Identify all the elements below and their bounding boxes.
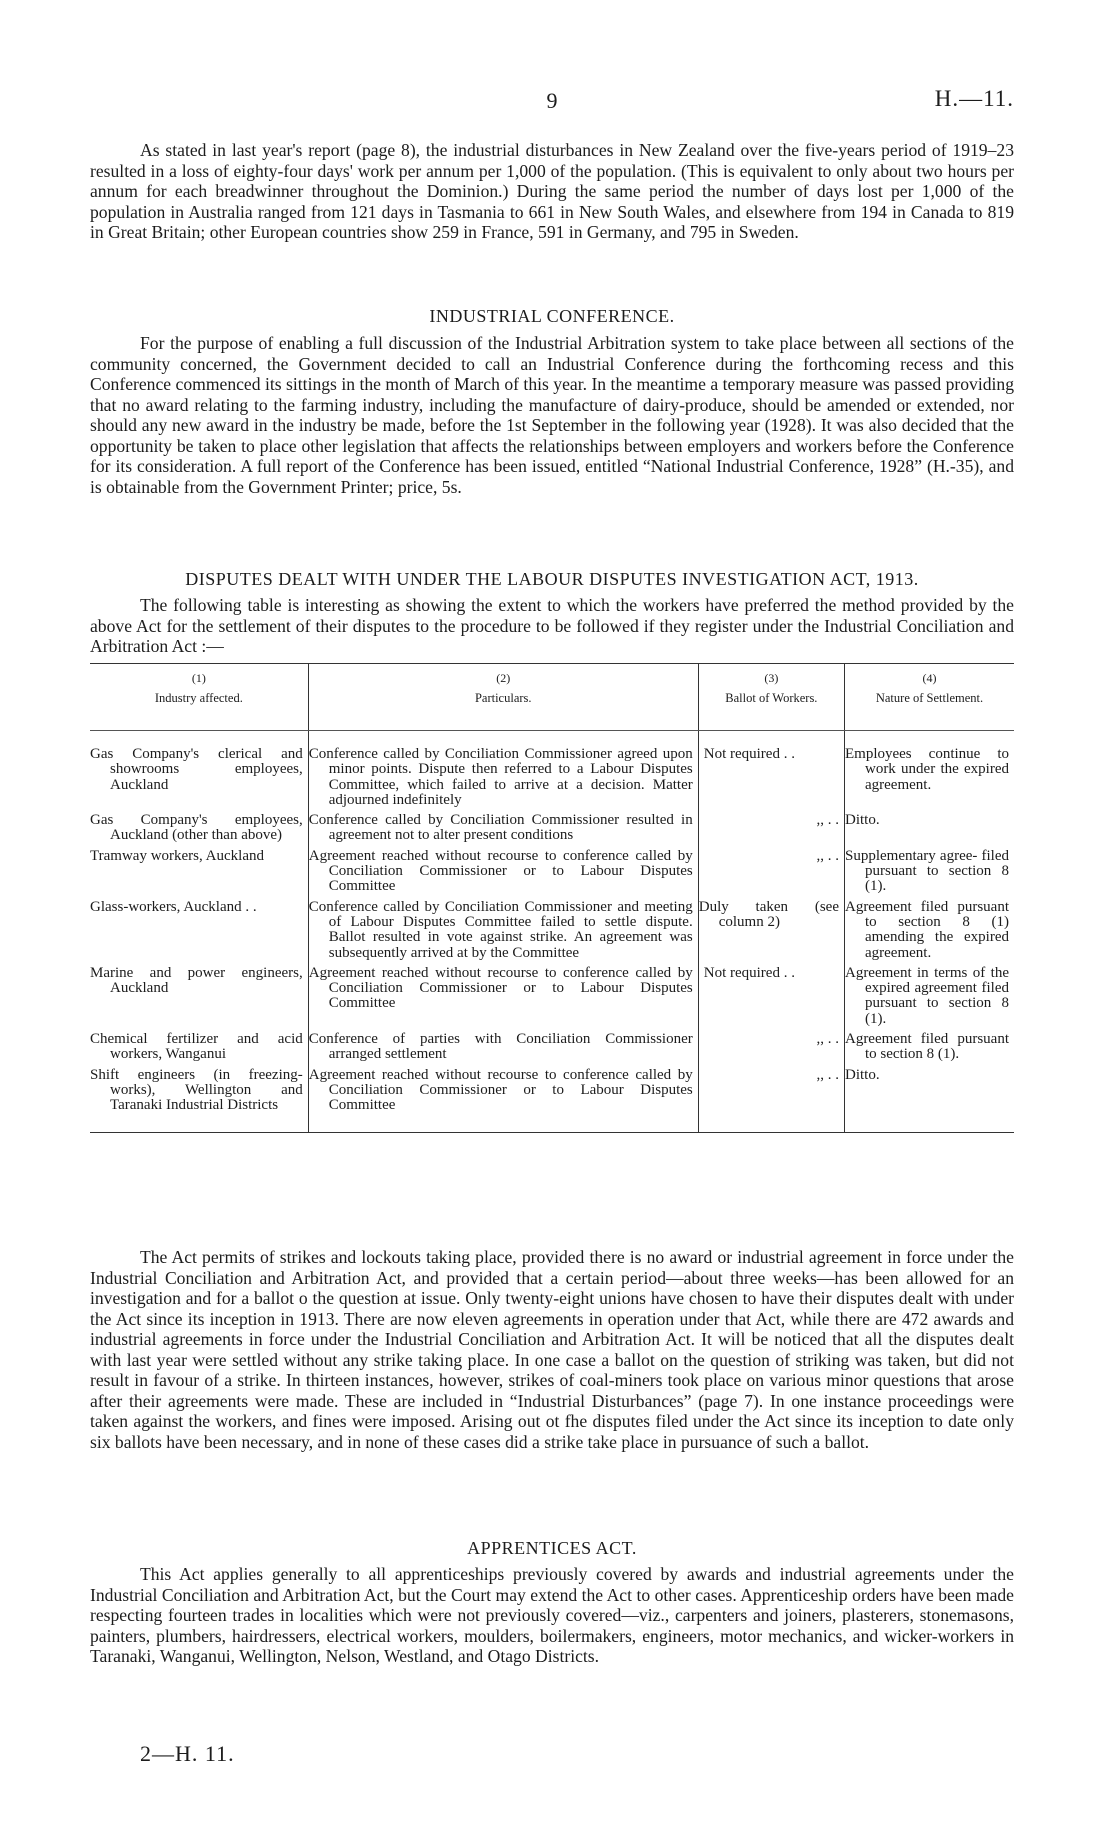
column-label: Ballot of Workers. bbox=[725, 691, 818, 705]
column-header bbox=[698, 664, 844, 731]
heading-disputes: DISPUTES DEALT WITH UNDER THE LABOUR DISPUTES INVESTIGATION ACT, 1913. bbox=[185, 569, 919, 589]
ballot-cell: ,, . . bbox=[698, 849, 844, 900]
industry-cell: Gas Company's clerical and showrooms employees, Auckland bbox=[90, 746, 303, 793]
particulars-cell: Conference called by Conciliation Commissioner agreed upon minor points. Dispute then referred to a Labour Disputes Committee, which failed to arrive at a decision. Matter adjourned indefinitely bbox=[308, 731, 698, 814]
intro-paragraph: As stated in last year's report (page 8), the industrial disturbances in New Zealand over the five-years period of 1919–23 resulted in a loss of eighty-four days' work per annum per 1,000 of the population. (This is equivalent to only about two hours per annum for each breadwinner throughout the Dominion.) During the same period the number of days lost per 1,000 of the population in Australia ranged from 121 days in Tasmania to 661 in New South Wales, and elsewhere from 194 in Canada to 819 in Great Britain; other European countries show 259 in France, 591 in Germany, and 795 in Sweden. bbox=[90, 140, 1014, 242]
page-header bbox=[90, 0, 1014, 140]
table-row bbox=[90, 731, 1014, 814]
column-label: Nature of Settlement. bbox=[875, 691, 984, 705]
table-row bbox=[90, 900, 1014, 966]
table-row bbox=[90, 1068, 1014, 1132]
disputes-intro-paragraph: The following table is interesting as showing the extent to which the workers have preferred the method provided by the above Act for the settlement of their disputes to the procedure to be followed if they register under the Industrial Conciliation and Arbitration Act :— bbox=[90, 595, 1014, 656]
ballot-cell: ,, . . bbox=[698, 1032, 844, 1068]
particulars-cell: Agreement reached without recourse to conference called by Conciliation Commissioner or to Labour Disputes Committee bbox=[308, 1068, 698, 1132]
ballot-cell: Not required . . bbox=[698, 731, 844, 814]
table-row bbox=[90, 1032, 1014, 1068]
settlement-cell: Employees continue to work under the expired agreement. bbox=[844, 731, 1014, 814]
heading-industrial-conference: INDUSTRIAL CONFERENCE. bbox=[429, 306, 675, 326]
heading-apprentices-act: APPRENTICES ACT. bbox=[467, 1538, 637, 1558]
particulars-cell: Conference called by Conciliation Commissioner and meeting of Labour Disputes Committee failed to settle dispute. Ballot resulted in vote against strike. An agreement was subsequently arrived at by the Committee bbox=[308, 900, 698, 966]
particulars-cell: Agreement reached without recourse to conference called by Conciliation Commissioner or to Labour Disputes Committee bbox=[308, 849, 698, 900]
act-permits-paragraph: The Act permits of strikes and lockouts taking place, provided there is no award or industrial agreement in force under the Industrial Conciliation and Arbitration Act, and provided that a certain period—about three weeks—has been allowed for an investigation and for a ballot o the question at issue. Only twenty-eight unions have chosen to have their disputes dealt with under the Act since its inception in 1913. There are now eleven agreements in operation under that Act, while there are 472 awards and industrial agreements in force under the Industrial Conciliation and Arbitration Act. It will be noticed that all the disputes dealt with last year were settled without any strike taking place. In one case a ballot on the question of striking was taken, but did not result in favour of a strike. In thirteen instances, however, strikes of coal-miners took place on various minor questions that arose after their agreements were made. These are included in “Industrial Disturbances” (page 7). In one instance proceedings were taken against the workers, and fines were imposed. Arising out ot fhe disputes filed under the Act since its inception to date only six ballots have been necessary, and in none of these cases did a strike take place in pursuance of such a ballot. bbox=[90, 1247, 1014, 1452]
column-number: (2) bbox=[496, 671, 511, 685]
settlement-cell: Agreement filed pursuant to section 8 (1) amending the expired agreement. bbox=[844, 900, 1014, 966]
industry-cell: Shift engineers (in freezing-works), Wellington and Taranaki Industrial Districts bbox=[90, 1068, 308, 1132]
industry-cell: Glass-workers, Auckland . . bbox=[90, 898, 257, 915]
document-reference: H.—11. bbox=[934, 86, 1014, 111]
particulars-cell: Agreement reached without recourse to conference called by Conciliation Commissioner or to Labour Disputes Committee bbox=[308, 966, 698, 1032]
particulars-cell: Conference called by Conciliation Commissioner resulted in agreement not to alter present conditions bbox=[308, 813, 698, 849]
column-header bbox=[844, 664, 1014, 731]
industry-cell: Tramway workers, Auckland bbox=[90, 847, 265, 864]
conference-paragraph: For the purpose of enabling a full discussion of the Industrial Arbitration system to take place between all sections of the community concerned, the Government decided to call an Industrial Conference during the forthcoming recess and this Conference commenced its sittings in the month of March of this year. In the meantime a temporary measure was passed providing that no award relating to the farming industry, including the manufacture of dairy-produce, should be amended or extended, nor should any new award in the industry be made, before the 1st September in the following year (1928). It was also decided that the opportunity be taken to place other legislation that affects the relationships between employers and workers before the Conference for its consideration. A full report of the Conference has been issued, entitled “National Industrial Conference, 1928” (H.-35), and is obtainable from the Government Printer; price, 5s. bbox=[90, 333, 1014, 497]
particulars-cell: Conference of parties with Conciliation Commissioner arranged settlement bbox=[308, 1032, 698, 1068]
industry-cell: Chemical fertilizer and acid workers, Wanganui bbox=[90, 1031, 303, 1063]
column-number: (1) bbox=[191, 671, 206, 685]
ballot-cell: Duly taken (see column 2) bbox=[698, 900, 844, 966]
settlement-cell: Supplementary agree- filed pursuant to section 8 (1). bbox=[844, 849, 1014, 900]
industry-cell: Gas Company's employees, Auckland (other than above) bbox=[90, 812, 303, 844]
column-header bbox=[90, 664, 308, 731]
industry-cell: Marine and power engineers, Auckland bbox=[90, 964, 303, 997]
apprentices-paragraph: This Act applies generally to all apprenticeships previously covered by awards and industrial agreements under the Industrial Conciliation and Arbitration Act, but the Court may extend the Act to other cases. Apprenticeship orders have been made respecting fourteen trades in localities which were not previously covered—viz., carpenters and joiners, plasterers, stonemasons, painters, plumbers, hairdressers, electrical workers, moulders, boilermakers, engineers, motor mechanics, and wicker-workers in Taranaki, Wanganui, Wellington, Nelson, Westland, and Otago Districts. bbox=[90, 1564, 1014, 1666]
document-page bbox=[90, 0, 1014, 1766]
column-number: (4) bbox=[922, 671, 937, 685]
footer-signature: 2—H. 11. bbox=[140, 1741, 235, 1766]
column-label: Particulars. bbox=[474, 691, 532, 705]
disputes-table bbox=[90, 663, 1014, 1133]
column-header bbox=[308, 664, 698, 731]
table-row bbox=[90, 849, 1014, 900]
column-label: Industry affected. bbox=[154, 691, 243, 705]
table-header-row bbox=[90, 664, 1014, 731]
settlement-cell: Agreement in terms of the expired agreement filed pursuant to section 8 (1). bbox=[844, 966, 1014, 1032]
ballot-cell: Not required . . bbox=[698, 966, 844, 1032]
settlement-cell: Ditto. bbox=[844, 1068, 1014, 1132]
column-number: (3) bbox=[764, 671, 779, 685]
settlement-cell: Ditto. bbox=[844, 813, 1014, 849]
page-number: 9 bbox=[546, 88, 558, 113]
table-row bbox=[90, 813, 1014, 849]
ballot-cell: ,, . . bbox=[698, 1068, 844, 1132]
ballot-cell: ,, . . bbox=[698, 813, 844, 849]
settlement-cell: Agreement filed pursuant to section 8 (1). bbox=[844, 1032, 1014, 1068]
table-row bbox=[90, 966, 1014, 1032]
